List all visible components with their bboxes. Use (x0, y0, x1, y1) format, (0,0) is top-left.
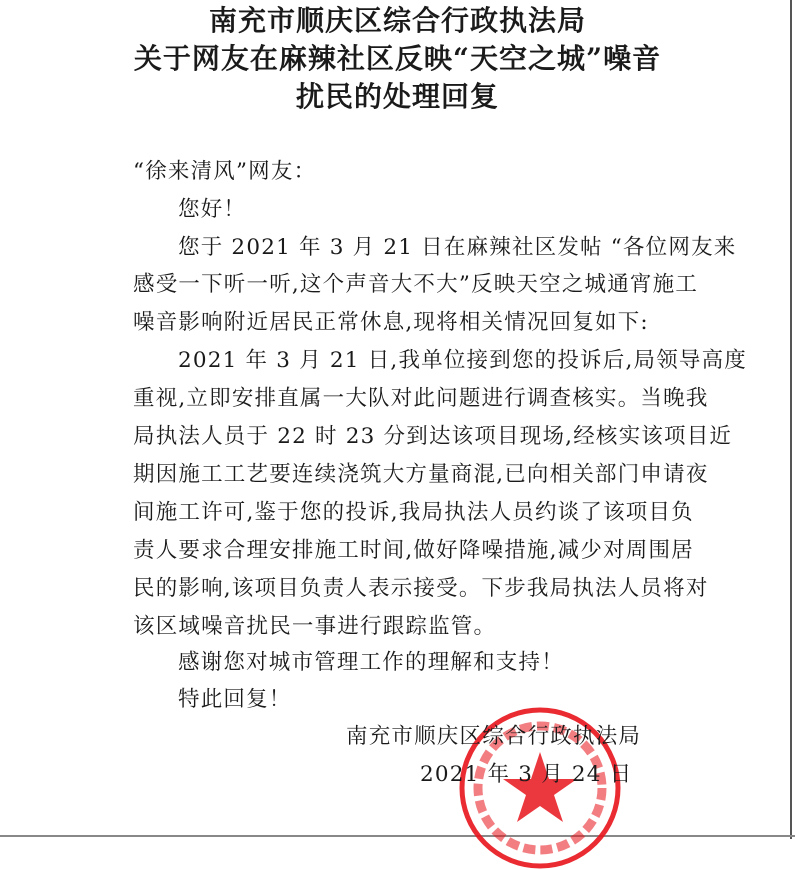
paragraph-2-line: 间施工许可,鉴于您的投诉,我局执法人员约谈了该项目负 (133, 500, 694, 525)
scan-edge-right (790, 0, 792, 839)
paragraph-2-line: 民的影响,该项目负责人表示接受。下步我局执法人员将对 (133, 576, 709, 601)
document-title-line-2: 关于网友在麻辣社区反映“天空之城”噪音 (133, 42, 662, 75)
greeting: 您好！ (178, 197, 247, 222)
thanks-line: 感谢您对城市管理工作的理解和支持！ (178, 650, 564, 675)
paragraph-1-line: 感受一下听一听,这个声音大不大”反映天空之城通宵施工 (133, 272, 699, 297)
paragraph-2-line: 责人要求合理安排施工时间,做好降噪措施,减少对周围居 (133, 538, 694, 563)
document-title-line-3: 扰民的处理回复 (295, 80, 499, 113)
scan-edge-bottom (0, 835, 795, 837)
paragraph-2-line: 该区域噪音扰民一事进行跟踪监管。 (133, 614, 497, 639)
paragraph-2-line: 期因施工工艺要连续浇筑大方量商混,已向相关部门申请夜 (133, 462, 709, 487)
paragraph-1-line: 噪音影响附近居民正常休息,现将相关情况回复如下: (133, 310, 649, 335)
paragraph-1-line: 您于 2021 年 3 月 21 日在麻辣社区发帖 “各位网友来 (178, 235, 737, 260)
date: 2021 年 3 月 24 日 (420, 762, 633, 787)
salutation: “徐来清风”网友： (133, 159, 317, 184)
signature: 南充市顺庆区综合行政执法局 (346, 724, 642, 749)
closing-line: 特此回复！ (178, 687, 292, 712)
document-title-line-1: 南充市顺庆区综合行政执法局 (208, 4, 586, 37)
paragraph-2-line: 重视,立即安排直属一大队对此问题进行调查核实。当晚我 (133, 386, 709, 411)
paragraph-2-line: 2021 年 3 月 21 日,我单位接到您的投诉后,局领导高度 (178, 348, 747, 373)
paragraph-2-line: 局执法人员于 22 时 23 分到达该项目现场,经核实该项目近 (133, 424, 733, 449)
